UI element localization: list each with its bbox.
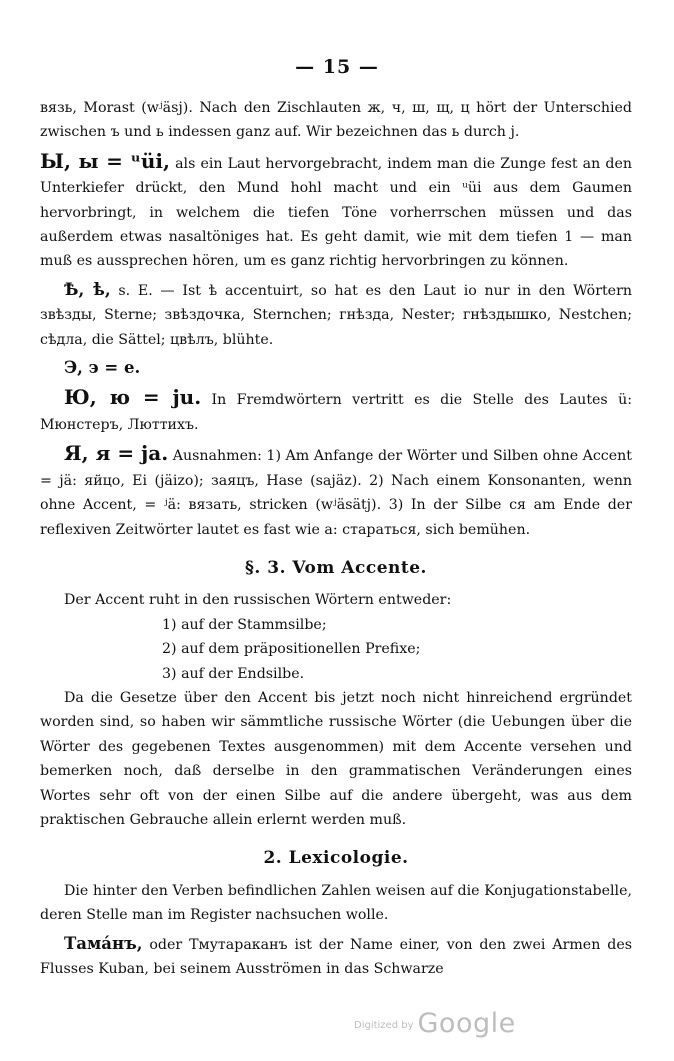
paragraph-yu-text: In Fremdwörtern vertritt es die Stelle des Lautes ü: Мюнстеръ, Люттихъ. xyxy=(40,392,632,433)
section-heading-accent: §. 3. Vom Accente. xyxy=(245,557,427,578)
google-watermark xyxy=(354,1008,516,1039)
paragraph-yu xyxy=(40,385,632,437)
section-heading-lexicology: 2. Lexicologie. xyxy=(263,848,409,869)
taman-text: oder Тмутараканъ ist der Name einer, von den zwei Armen des Flusses Kuban, bei seinem Ausströmen in das Schwarze xyxy=(40,936,632,977)
letter-yery-heading: Ы, ы = ᵘüi, xyxy=(40,148,170,173)
list-item: 3) auf der Endsilbe. xyxy=(162,665,305,682)
paragraph-yat xyxy=(40,278,632,352)
accent-paragraph: Da die Gesetze über den Accent bis jetzt noch nicht hinreichend ergründet worden sind, so haben wir sämmtliche russische Wörter (die Uebungen über die Wörter des gegebenen Textes ausgenommen) mit dem Accente versehen und bemerken noch, daß derselbe in den grammatischen Veränderungen eines Wortes sehr oft von der einen Silbe auf die andere übergeht, was aus dem praktischen Gebrauche allein erlernt werden muß. xyxy=(40,689,632,828)
accent-intro: Der Accent ruht in den russischen Wörtern entweder: xyxy=(64,592,452,609)
page-body xyxy=(40,96,632,981)
letter-e-heading: Э, э = e. xyxy=(64,358,141,378)
list-item: 1) auf der Stammsilbe; xyxy=(162,616,327,633)
list-item: 2) auf dem präpositionellen Prefixe; xyxy=(162,641,421,658)
watermark-prefix: Digitized by xyxy=(354,1020,414,1031)
paragraph-soft-sign: вязь, Morast (wʲäsj). Nach den Zischlauten ж, ч, ш, щ, ц hört der Unterschied zwischen ъ und ь indessen ganz auf. Wir bezeichnen das ь durch j. xyxy=(40,100,632,141)
paragraph-ya xyxy=(40,441,632,542)
letter-ya-heading: Я, я = ja. xyxy=(64,441,169,466)
paragraph-yat-text: s. E. — Ist ѣ accentuirt, so hat es den Laut io nur in den Wörtern звѣзды, Sterne; звѣздочка, Sternchen; гнѣзда, Nester; гнѣздышко, Nestchen; сѣдла, die Sättel; цвѣлъ, blühte. xyxy=(40,282,632,348)
paragraph-yery xyxy=(40,149,632,274)
accent-list xyxy=(40,613,632,686)
letter-yat-heading: Ѣ, ѣ, xyxy=(64,279,111,299)
paragraph-e xyxy=(40,356,632,381)
letter-yu-heading: Ю, ю = ju. xyxy=(64,385,202,410)
taman-paragraph xyxy=(40,932,632,982)
lexicology-paragraph: Die hinter den Verben befindlichen Zahlen weisen auf die Konjugationstabelle, deren Stelle man im Register nachsuchen wolle. xyxy=(40,882,632,924)
taman-headword: Тама́нъ, xyxy=(64,933,143,953)
paragraph-yery-text: als ein Laut hervorgebracht, indem man die Zunge fest an den Unterkiefer drückt, den Mund hohl macht und ein ᵘüi aus dem Gaumen hervorbringt, in welchem die tiefen Töne vorherrschen müssen und das außerdem etwas nasaltöniges hat. Es geht damit, wie mit dem tiefen 1 — man muß es aussprechen hören, um es ganz richtig hervorbringen zu können. xyxy=(40,155,632,270)
page-number: — 15 — xyxy=(295,56,379,78)
paragraph-ya-text: Ausnahmen: 1) Am Anfange der Wörter und Silben ohne Accent = jä: яйцо, Ei (jäizo); заяцъ, Hase (sajäz). 2) Nach einem Konsonanten, wenn ohne Accent, = ʲä: вязать, stricken (wʲäsätj). 3) In der Silbe ся am Ende der reflexiven Zeitwörter lautet es fast wie a: стараться, sich bemühen. xyxy=(40,448,632,538)
google-logo: Google xyxy=(417,1008,516,1039)
